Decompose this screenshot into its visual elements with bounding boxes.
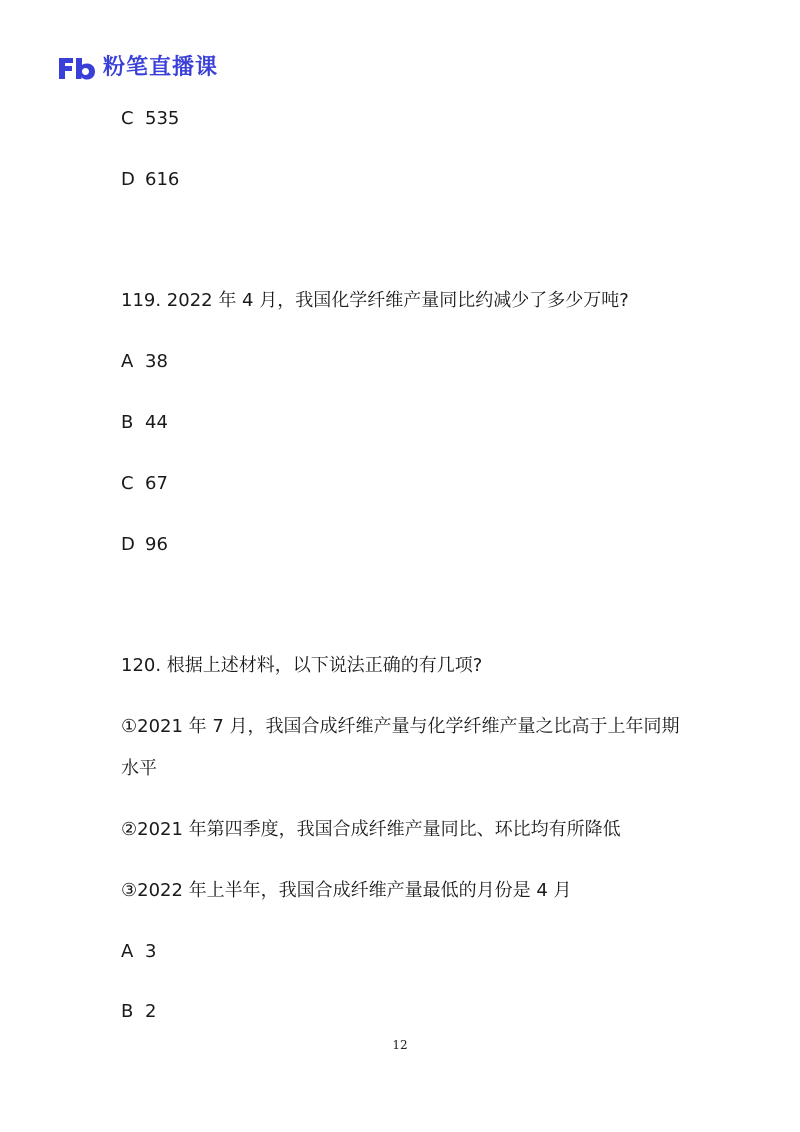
brand-logo xyxy=(57,54,218,82)
q119-option-b xyxy=(121,410,168,436)
statement-1-continued: 水平 xyxy=(121,758,157,779)
option-value: 67 xyxy=(145,473,168,494)
option-letter: A xyxy=(121,351,134,372)
option-letter: A xyxy=(121,941,134,962)
q120-option-b xyxy=(121,999,156,1025)
option-letter: D xyxy=(121,169,135,190)
option-value: 44 xyxy=(145,412,168,433)
brand-name: 粉笔直播课 xyxy=(103,55,219,80)
option-value: 2 xyxy=(145,1001,157,1022)
option-value: 38 xyxy=(145,351,168,372)
q119-option-a xyxy=(121,349,168,375)
option-letter: B xyxy=(121,412,134,433)
option-value: 616 xyxy=(145,169,180,190)
statement-2: ②2021 年第四季度，我国合成纤维产量同比、环比均有所降低 xyxy=(121,819,621,840)
option-value: 3 xyxy=(145,941,157,962)
q119-option-d xyxy=(121,532,168,558)
question-120: 120. 根据上述材料，以下说法正确的有几项? xyxy=(121,655,483,676)
option-letter: C xyxy=(121,108,134,129)
option-value: 535 xyxy=(145,108,180,129)
option-c-prev xyxy=(121,106,179,132)
option-d-prev xyxy=(121,167,179,193)
option-letter: D xyxy=(121,534,135,555)
q120-option-a xyxy=(121,939,156,965)
page-number: 12 xyxy=(392,1038,408,1052)
fb-logo-icon xyxy=(57,55,97,81)
question-119: 119. 2022 年 4 月，我国化学纤维产量同比约减少了多少万吨? xyxy=(121,290,629,311)
option-value: 96 xyxy=(145,534,168,555)
q119-option-c xyxy=(121,471,168,497)
option-letter: C xyxy=(121,473,134,494)
statement-3: ③2022 年上半年，我国合成纤维产量最低的月份是 4 月 xyxy=(121,880,572,901)
statement-1: ①2021 年 7 月，我国合成纤维产量与化学纤维产量之比高于上年同期 xyxy=(121,716,680,737)
option-letter: B xyxy=(121,1001,134,1022)
